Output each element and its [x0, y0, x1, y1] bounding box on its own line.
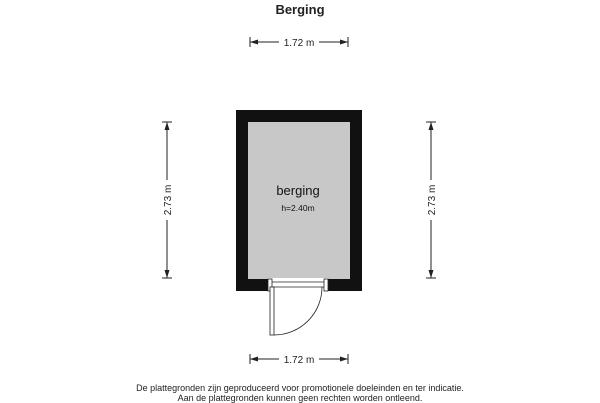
arrow-right-icon: [340, 357, 348, 362]
dimension-left-label: 2.73 m: [163, 184, 174, 216]
door-swing-arc: [274, 287, 322, 335]
room-floor: [248, 122, 350, 279]
disclaimer-line-2: Aan de plattegronden kunnen geen rechten worden ontleend.: [177, 393, 423, 403]
dimension-right: [424, 122, 438, 278]
arrow-down-icon: [165, 270, 170, 278]
door: [270, 287, 322, 335]
arrow-up-icon: [429, 122, 434, 130]
dimension-bottom-label: 1.72 m: [283, 355, 315, 366]
arrow-left-icon: [250, 357, 258, 362]
room-height-label: h=2.40m: [281, 203, 315, 213]
disclaimer-line-1: De plattegronden zijn geproduceerd voor promotionele doeleinden en ter indicatie.: [136, 383, 464, 393]
arrow-down-icon: [429, 270, 434, 278]
dimension-bottom: [250, 352, 348, 366]
arrow-up-icon: [165, 122, 170, 130]
room-name-label: berging: [276, 183, 320, 198]
dimension-left: [160, 122, 174, 278]
dimension-right-label: 2.73 m: [427, 184, 438, 216]
arrow-left-icon: [250, 40, 258, 45]
door-opening: [268, 278, 328, 292]
arrow-right-icon: [340, 40, 348, 45]
dimension-top: [250, 35, 348, 49]
dimension-top-label: 1.72 m: [283, 38, 315, 49]
door-leaf: [270, 287, 274, 335]
page-title: Berging: [275, 2, 325, 17]
room-walls: [236, 110, 362, 292]
